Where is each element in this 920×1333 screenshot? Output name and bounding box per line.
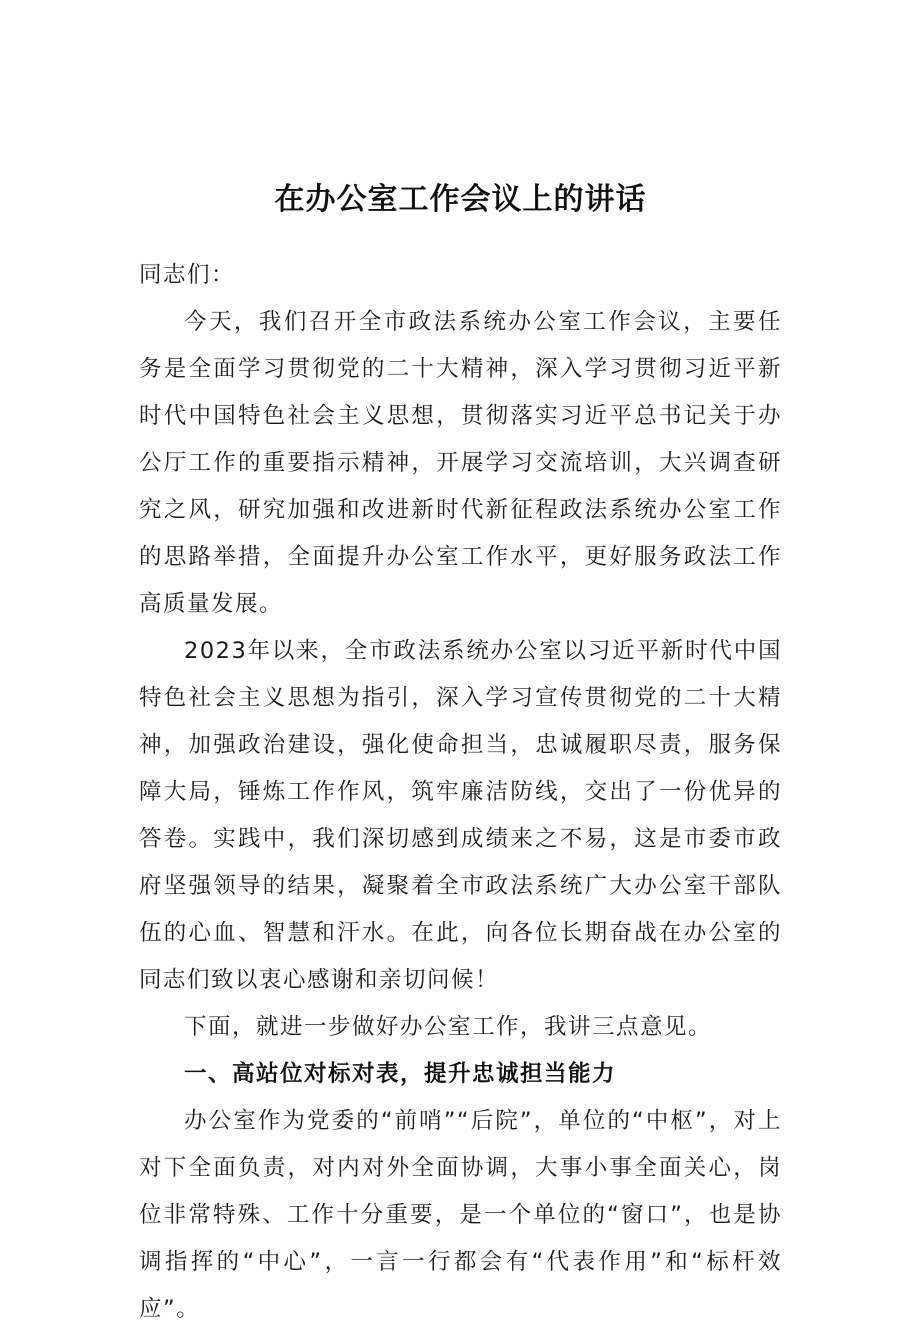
greeting: 同志们：: [139, 262, 236, 288]
document-title: 在办公室工作会议上的讲话: [274, 182, 647, 218]
paragraph-achievements: 2023年以来，全市政法系统办公室以习近平新时代中国特色社会主义思想为指引，深入学习宣传贯彻党的二十大精神，加强政治建设，强化使命担当，忠诚履职尽责，服务保障大局，锤炼工作作风，筑牢廉洁防线，交出了一份优异的答卷。实践中，我们深切感到成绩来之不易，这是市委市政府坚强领导的结果，凝聚着全市政法系统广大办公室干部队伍的心血、智慧和汗水。在此，向各位长期奋战在办公室的同志们致以衷心感谢和亲切问候！: [139, 638, 782, 993]
paragraph-section-1: 办公室作为党委的“前哨”“后院”，单位的“中枢”，对上对下全面负责，对内对外全面协调，大事小事全面关心，岗位非常特殊、工作十分重要，是一个单位的“窗口”，也是协调指挥的“中心”，一言一行都会有“代表作用”和“标杆效应”。: [139, 1108, 782, 1322]
paragraph-transition: 下面，就进一步做好办公室工作，我讲三点意见。: [184, 1014, 713, 1040]
section-heading-1: 一、高站位对标对表，提升忠诚担当能力: [184, 1061, 617, 1087]
paragraph-intro: 今天，我们召开全市政法系统办公室工作会议，主要任务是全面学习贯彻党的二十大精神，深入学习贯彻习近平新时代中国特色社会主义思想，贯彻落实习近平总书记关于办公厅工作的重要指示精神，开展学习交流培训，大兴调查研究之风，研究加强和改进新时代新征程政法系统办公室工作的思路举措，全面提升办公室工作水平，更好服务政法工作高质量发展。: [139, 309, 782, 617]
document-body: [139, 252, 782, 1333]
